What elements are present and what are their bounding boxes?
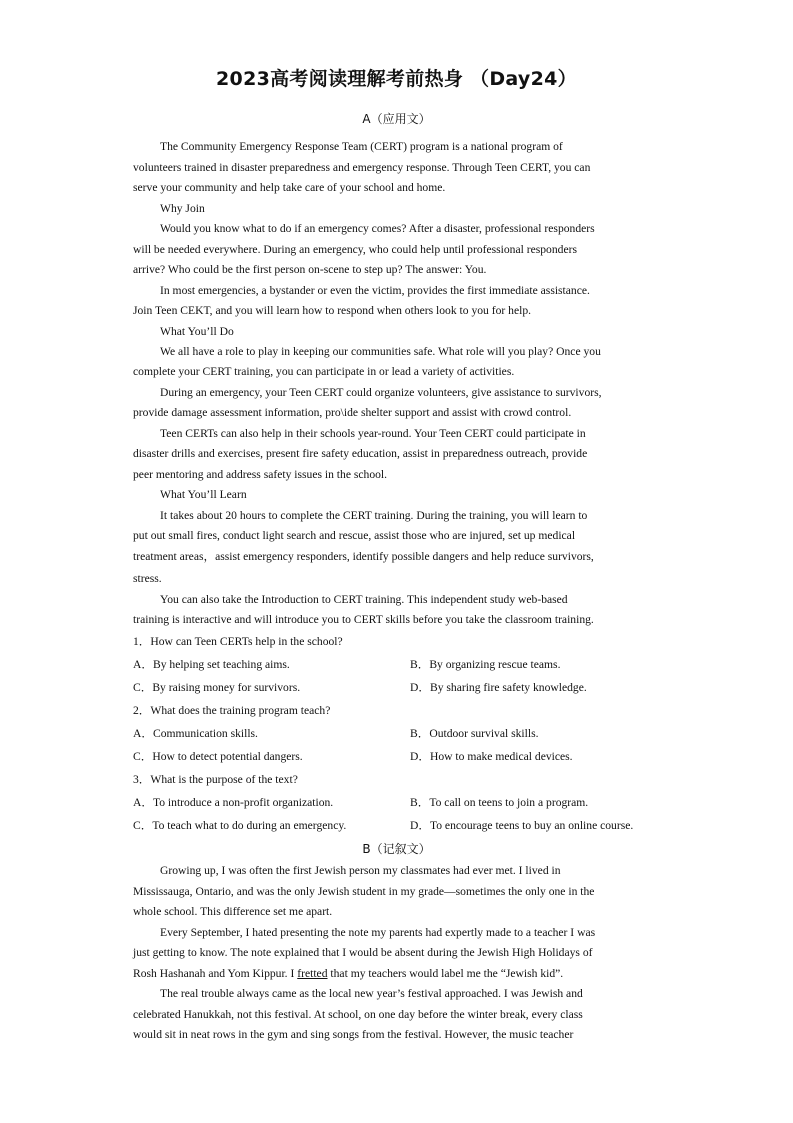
question-option: A．By helping set teaching aims. bbox=[133, 658, 290, 671]
passage-b-line: Mississauga, Ontario, and was the only Jewish student in my grade—sometimes the only one in the bbox=[133, 885, 595, 898]
passage-a-line: training is interactive and will introduce you to CERT skills before you take the classroom training. bbox=[133, 613, 594, 626]
passage-a-line: Join Teen CEKT, and you will learn how to respond when others look to you for help. bbox=[133, 304, 532, 317]
question-stem: 3．What is the purpose of the text? bbox=[133, 773, 298, 786]
passage-b-line: Every September, I hated presenting the note my parents had expertly made to a teacher I was bbox=[160, 926, 596, 939]
underlined-word: fretted bbox=[297, 967, 328, 980]
passage-a-line: serve your community and help take care of your school and home. bbox=[133, 181, 446, 194]
question-option: B．Outdoor survival skills. bbox=[410, 727, 539, 740]
question-stem: 1．How can Teen CERTs help in the school? bbox=[133, 635, 343, 648]
question-option: D．How to make medical devices. bbox=[410, 750, 573, 763]
question-option: D．To encourage teens to buy an online course. bbox=[410, 819, 634, 832]
text-run: Rosh Hashanah and Yom Kippur. I bbox=[133, 967, 298, 980]
question-option: C．By raising money for survivors. bbox=[133, 681, 301, 694]
passage-a-line: put out small fires, conduct light search and rescue, assist those who are injured, set up medical bbox=[133, 529, 576, 542]
passage-a-line: In most emergencies, a bystander or even the victim, provides the first immediate assistance. bbox=[160, 284, 590, 297]
question-option: A．To introduce a non-profit organization. bbox=[133, 796, 334, 809]
passage-a-line: The Community Emergency Response Team (CERT) program is a national program of bbox=[160, 140, 563, 153]
passage-a-line: will be needed everywhere. During an emergency, who could help until professional responders bbox=[133, 243, 577, 256]
passage-a-line: You can also take the Introduction to CERT training. This independent study web-based bbox=[160, 593, 568, 606]
passage-a-line: Would you know what to do if an emergency comes? After a disaster, professional responders bbox=[160, 222, 595, 235]
passage-a-line: volunteers trained in disaster preparedness and emergency response. Through Teen CERT, you can bbox=[133, 161, 591, 174]
section-b-heading: B（记叙文） bbox=[362, 842, 431, 856]
passage-b-line: would sit in neat rows in the gym and sing songs from the festival. However, the music teacher bbox=[133, 1028, 574, 1041]
question-option: B．By organizing rescue teams. bbox=[410, 658, 561, 671]
question-option: C．How to detect potential dangers. bbox=[133, 750, 303, 763]
question-option: D．By sharing fire safety knowledge. bbox=[410, 681, 587, 694]
question-option: C．To teach what to do during an emergency. bbox=[133, 819, 347, 832]
passage-a-line: treatment areas，assist emergency responders, identify possible dangers and help reduce survivors, bbox=[133, 550, 594, 563]
subheading-why-join: Why Join bbox=[160, 202, 205, 215]
passage-b-line: whole school. This difference set me apart. bbox=[133, 905, 333, 918]
passage-a-line: We all have a role to play in keeping our communities safe. What role will you play? Once you bbox=[160, 345, 601, 358]
passage-a-line: peer mentoring and address safety issues in the school. bbox=[133, 468, 388, 481]
section-a-heading: A（应用文） bbox=[362, 112, 431, 126]
question-stem: 2．What does the training program teach? bbox=[133, 704, 331, 717]
passage-a-line: It takes about 20 hours to complete the CERT training. During the training, you will learn to bbox=[160, 509, 588, 522]
passage-a-line: provide damage assessment information, pro\ide shelter support and assist with crowd control. bbox=[133, 406, 572, 419]
passage-a-line: Teen CERTs can also help in their schools year-round. Your Teen CERT could participate in bbox=[160, 427, 586, 440]
question-option: A．Communication skills. bbox=[133, 727, 258, 740]
passage-b-line bbox=[133, 966, 665, 982]
passage-a-line: complete your CERT training, you can participate in or lead a variety of activities. bbox=[133, 365, 515, 378]
passage-a-line: arrive? Who could be the first person on-scene to step up? The answer: You. bbox=[133, 263, 487, 276]
passage-a-line: During an emergency, your Teen CERT could organize volunteers, give assistance to survivors, bbox=[160, 386, 602, 399]
passage-b-line: The real trouble always came as the local new year’s festival approached. I was Jewish and bbox=[160, 987, 583, 1000]
question-option: B．To call on teens to join a program. bbox=[410, 796, 589, 809]
passage-b-line: celebrated Hanukkah, not this festival. At school, on one day before the winter break, every class bbox=[133, 1008, 583, 1021]
passage-b-line: Growing up, I was often the first Jewish person my classmates had ever met. I lived in bbox=[160, 864, 561, 877]
passage-a-line: stress. bbox=[133, 572, 162, 585]
document-title: 2023高考阅读理解考前热身 （Day24） bbox=[216, 68, 577, 90]
subheading-what-youll-do: What You’ll Do bbox=[160, 325, 234, 338]
text-run: that my teachers would label me the “Jewish kid”. bbox=[327, 967, 564, 980]
passage-a-line: disaster drills and exercises, present fire safety education, assist in preparedness outreach, provide bbox=[133, 447, 588, 460]
passage-b-line: just getting to know. The note explained that I would be absent during the Jewish High Holidays of bbox=[133, 946, 593, 959]
subheading-what-youll-learn: What You’ll Learn bbox=[160, 488, 247, 501]
